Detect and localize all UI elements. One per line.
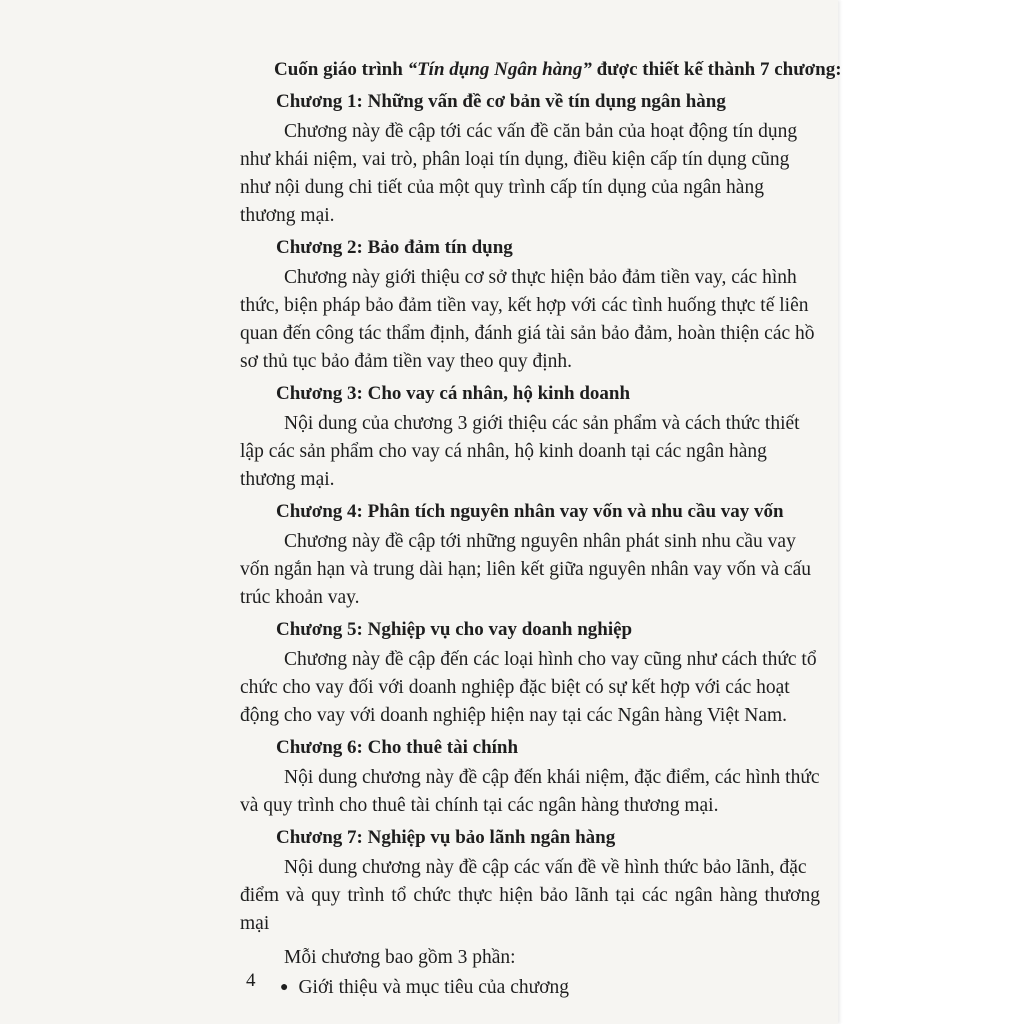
chapter-description [240, 646, 820, 730]
chapter-5 [240, 616, 820, 730]
bullet-item [280, 974, 820, 1002]
page-number: 4 [246, 970, 256, 991]
chapter-2 [240, 234, 820, 376]
text-line: Nội dung chương này đề cập các vấn đề về hình thức bảo lãnh, đặc [284, 857, 807, 878]
text-line: sơ thủ tục bảo đảm tiền vay theo quy định. [240, 351, 573, 372]
text-line: Chương này đề cập đến các loại hình cho vay cũng như cách thức tổ [284, 649, 817, 670]
text-line: Nội dung của chương 3 giới thiệu các sản phẩm và cách thức thiết [284, 413, 800, 434]
text-line: thức, biện pháp bảo đảm tiền vay, kết hợp với các tình huống thực tế liên [240, 295, 809, 316]
closing-sentence: Mỗi chương bao gồm 3 phần: [284, 947, 516, 968]
text-line: Chương này giới thiệu cơ sở thực hiện bảo đảm tiền vay, các hình [284, 267, 797, 288]
chapter-description [240, 118, 820, 230]
intro-suffix: được thiết kế thành 7 chương: [591, 59, 842, 80]
intro-book-title: “Tín dụng Ngân hàng” [407, 59, 592, 80]
chapter-title: Chương 2: Bảo đảm tín dụng [276, 237, 513, 258]
chapter-title: Chương 3: Cho vay cá nhân, hộ kinh doanh [276, 383, 631, 404]
intro-sentence [274, 56, 842, 84]
text-line: như khái niệm, vai trò, phân loại tín dụng, điều kiện cấp tín dụng cũng [240, 149, 790, 170]
text-line: thương mại. [240, 469, 335, 490]
chapter-title: Chương 7: Nghiệp vụ bảo lãnh ngân hàng [276, 827, 616, 848]
page-content [240, 56, 842, 1002]
text-line: Chương này đề cập tới những nguyên nhân phát sinh nhu cầu vay [284, 531, 796, 552]
chapter-6 [240, 734, 820, 820]
text-line: Nội dung chương này đề cập đến khái niệm, đặc điểm, các hình thức [284, 767, 820, 788]
chapter-title: Chương 1: Những vấn đề cơ bản về tín dụng ngân hàng [276, 91, 726, 112]
text-line: thương mại. [240, 205, 335, 226]
chapter-description [240, 764, 820, 820]
chapter-7 [240, 824, 820, 938]
chapter-4 [240, 498, 820, 612]
chapter-title: Chương 6: Cho thuê tài chính [276, 737, 519, 758]
text-line: và quy trình cho thuê tài chính tại các ngân hàng thương mại. [240, 795, 719, 816]
chapter-3 [240, 380, 820, 494]
chapter-title: Chương 5: Nghiệp vụ cho vay doanh nghiệp [276, 619, 633, 640]
bullet-icon: ● [280, 980, 289, 995]
text-line: lập các sản phẩm cho vay cá nhân, hộ kinh doanh tại các ngân hàng [240, 441, 767, 462]
text-line: động cho vay với doanh nghiệp hiện nay tại các Ngân hàng Việt Nam. [240, 705, 788, 726]
bullet-text: Giới thiệu và mục tiêu của chương [298, 977, 570, 998]
text-line: như nội dung chi tiết của một quy trình cấp tín dụng của ngân hàng [240, 177, 764, 198]
text-line: vốn ngắn hạn và trung dài hạn; liên kết giữa nguyên nhân vay vốn và cấu [240, 559, 812, 580]
chapter-description [240, 854, 820, 938]
intro-prefix: Cuốn giáo trình [274, 59, 408, 80]
chapter-description [240, 528, 820, 612]
text-line: trúc khoản vay. [240, 587, 360, 608]
chapter-title: Chương 4: Phân tích nguyên nhân vay vốn và nhu cầu vay vốn [276, 501, 784, 522]
chapter-description [240, 264, 820, 376]
text-line: điểm và quy trình tổ chức thực hiện bảo lãnh tại các ngân hàng thương mại [240, 885, 820, 934]
text-line: quan đến công tác thẩm định, đánh giá tài sản bảo đảm, hoàn thiện các hồ [240, 323, 815, 344]
chapter-description [240, 410, 820, 494]
text-line: Chương này đề cập tới các vấn đề căn bản của hoạt động tín dụng [284, 121, 798, 142]
text-line: chức cho vay đối với doanh nghiệp đặc biệt có sự kết hợp với các hoạt [240, 677, 790, 698]
chapter-1 [240, 88, 820, 230]
